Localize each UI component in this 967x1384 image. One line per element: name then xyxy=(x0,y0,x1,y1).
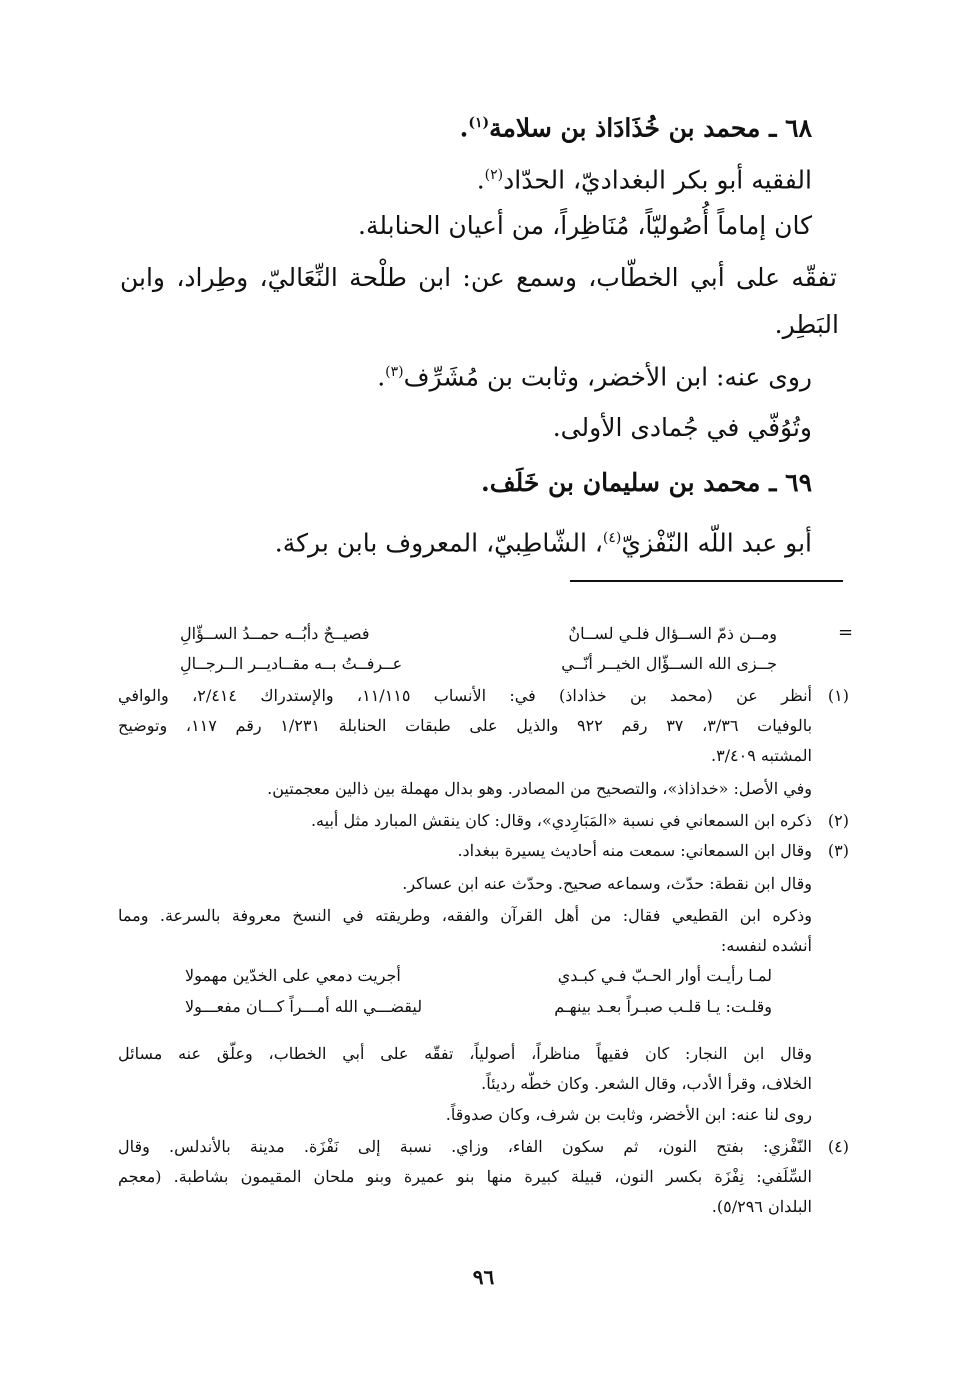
entry-68-line-5: البَطِر. xyxy=(774,310,839,339)
entry-68-line-7: وتُوُفّي في جُمادى الأولى. xyxy=(552,413,812,442)
footnote-1-line-1: أنظر عن (محمد بن خذاداذ) في: الأنساب ١١/١١٥، والإستدراك ٢/٤١٤، والوافي xyxy=(118,686,813,705)
footnote-4-line-2: السِّلَفي: نِفْزَة بكسر النون، قبيلة كبيرة منها بنو عميرة وبنو ملحان المقيمون بشاطبة. (معجم xyxy=(118,1167,812,1186)
footnote-3-line-4: أنشده لنفسه: xyxy=(720,936,812,955)
footnote-ref-2: (٢) xyxy=(484,167,504,183)
entry-69-title: ٦٩ ـ محمد بن سليمان بن خَلَف. xyxy=(481,468,812,497)
footnote-3-line-5: وقال ابن النجار: كان فقيهاً مناظراً، أصولياً، تفقّه على أبي الخطاب، وعلّق عنه مسائل xyxy=(118,1044,813,1063)
footnote-2-line-1: ذكره ابن السمعاني في نسبة «المَبَارِدي»، وقال: كان ينقش المبارد مثل أبيه. xyxy=(310,811,812,830)
entry-68-title-text: ٦٨ ـ محمد بن خُذَادَاذ بن سلامة xyxy=(489,113,812,143)
verse-4-hemistich-left: ليقضـــي الله أمـــراً كـــان مفعـــولا xyxy=(185,997,423,1016)
entry-68-line-2: الفقيه أبو بكر البغداديّ، الحدّاد$^{(٢)}$. xyxy=(476,165,812,195)
footnote-4-line-1: النّفْزي: بفتح النون، ثم سكون الفاء، وزاي. نسبة إلى نَفْزَة. مدينة بالأندلس. وقال xyxy=(118,1137,812,1156)
entry-69-line-2 xyxy=(275,518,812,563)
entry-68-line-6-text: روى عنه: ابن الأخضر، وثابت بن مُشَرِّف xyxy=(403,362,812,392)
entry-69-line-2-b: ، الشّاطِبيّ، المعروف بابن بركة. xyxy=(274,528,603,558)
verse-3-hemistich-right: لمـا رأيـت أوار الحـبّ فـي كبـدي xyxy=(557,966,772,985)
entry-68-title: ٦٨ ـ محمد بن خُذَادَاذ بن سلامة$^{(١)}$. xyxy=(459,113,812,143)
footnote-3-line-3: وذكره ابن القطيعي فقال: من أهل القرآن والفقه، وطريقته في النسخ معروفة بالسرعة. ومما xyxy=(118,906,812,925)
verse-1-hemistich-left: فصيــحٌ دأبُــه حمــدُ الســؤّالِ xyxy=(180,624,370,643)
footnote-3-line-7: روى لنا عنه: ابن الأخضر، وثابت بن شرف، وكان صدوقاً. xyxy=(445,1105,812,1124)
footnote-1-line-4: وفي الأصل: «خداذاذ»، والتصحيح من المصادر. وهو بدال مهملة بين ذالين معجمتين. xyxy=(267,779,812,798)
footnote-separator xyxy=(570,580,843,582)
footnote-4-line-3: البلدان ٥/٢٩٦). xyxy=(711,1197,812,1216)
footnote-1-line-2: بالوفيات ٣/٣٦، ٣٧ رقم ٩٢٢ والذيل على طبقات الحنابلة ١/٢٣١ رقم ١١٧، وتوضيح xyxy=(118,716,813,735)
footnote-3-number: (٣) xyxy=(827,841,849,860)
footnote-3-line-2: وقال ابن نقطة: حدّث، وسماعه صحيح. وحدّث عنه ابن عساكر. xyxy=(402,874,812,893)
footnote-4-number: (٤) xyxy=(827,1137,849,1156)
verse-3-hemistich-left: أجريت دمعي على الخدّين مهمولا xyxy=(185,966,401,985)
verse-4-hemistich-right: وقلـت: يـا قلـب صبـراً بعـد بينهـم xyxy=(554,997,772,1016)
entry-69-line-2-a: أبو عبد اللّه النّفْزيّ xyxy=(621,528,812,558)
verse-2-hemistich-left: عــرفــتُ بــه مقــاديــر الــرجــالِ xyxy=(180,654,403,673)
entry-68-line-3: كان إماماً أُصُوليّاً، مُنَاظِراً، من أعيان الحنابلة. xyxy=(358,211,812,240)
footnote-3-line-6: الخلاف، وقرأ الأدب، وقال الشعر. وكان خطّه رديئاً. xyxy=(481,1074,812,1093)
continuation-mark: = xyxy=(838,622,854,643)
verse-1-hemistich-right: ومــن ذمّ الســؤال فلـي لســانٌ xyxy=(568,624,777,643)
entry-68-line-6: روى عنه: ابن الأخضر، وثابت بن مُشَرِّف$^{(٣)}$. xyxy=(377,362,812,392)
footnote-1-number: (١) xyxy=(827,686,849,705)
footnote-ref-1: (١) xyxy=(468,115,490,131)
footnote-2-number: (٢) xyxy=(827,811,849,830)
entry-68-line-4: تفقّه على أبي الخطّاب، وسمع عن: ابن طلْحة النِّعَاليّ، وطِراد، وابن xyxy=(120,263,837,292)
verse-2-hemistich-right: جــزى الله الســؤّال الخيــر أنّــي xyxy=(561,654,777,673)
footnote-ref-4: (٤) xyxy=(602,530,622,546)
page-number: ٩٦ xyxy=(472,1265,495,1289)
footnote-ref-3: (٣) xyxy=(385,364,404,380)
entry-68-line-2-text: الفقيه أبو بكر البغداديّ، الحدّاد xyxy=(503,165,812,195)
footnote-3-line-1: وقال ابن السمعاني: سمعت منه أحاديث يسيرة ببغداد. xyxy=(457,841,812,860)
footnote-1-line-3: المشتبه ٣/٤٠٩. xyxy=(710,746,812,765)
